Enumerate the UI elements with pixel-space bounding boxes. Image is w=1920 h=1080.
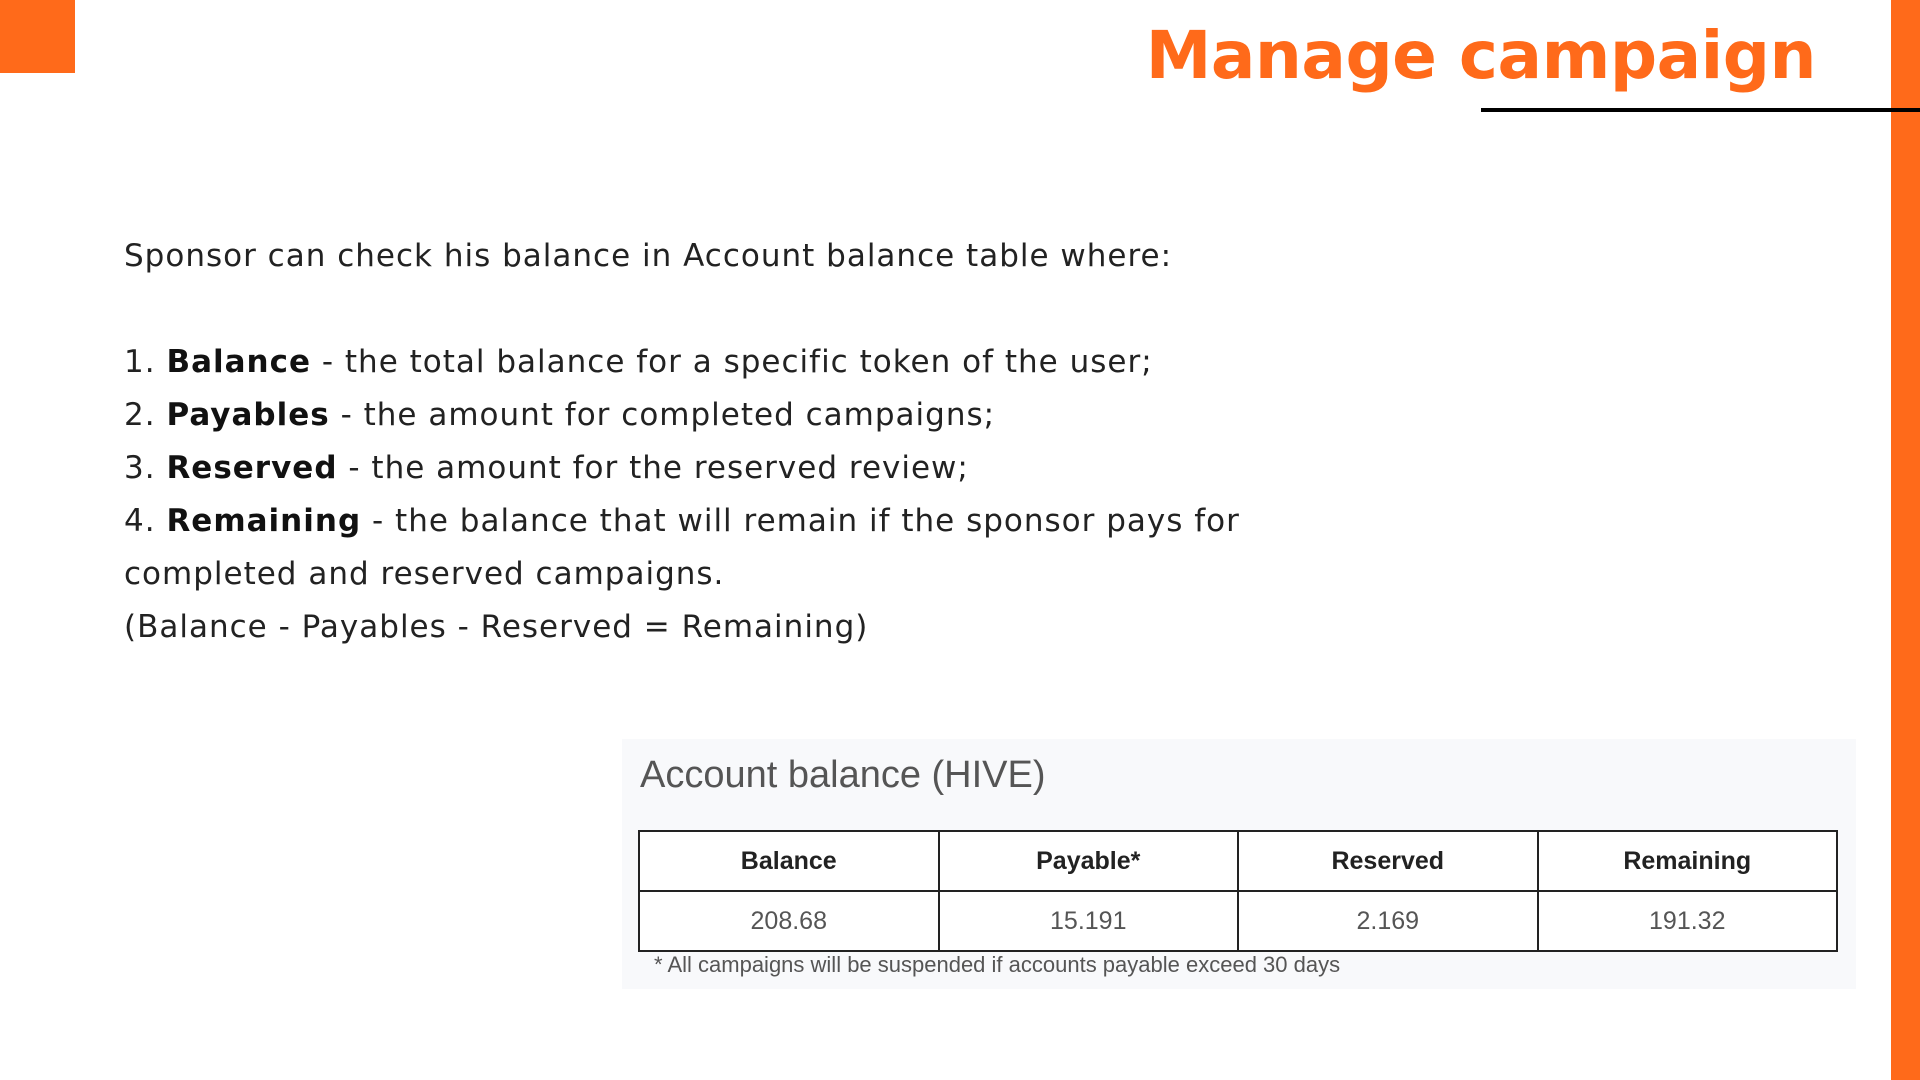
list-item — [124, 389, 1404, 442]
corner-accent-square — [0, 0, 75, 73]
item-description: - the amount for the reserved review; — [337, 450, 969, 486]
column-header-payable: Payable* — [939, 831, 1239, 891]
table-header-row — [639, 831, 1837, 891]
slide-title: Manage campaign — [1145, 17, 1816, 94]
item-description: - the total balance for a specific token of the user; — [311, 344, 1153, 380]
account-balance-table — [638, 830, 1838, 952]
item-number: 4. — [124, 503, 167, 539]
item-description: - the balance that will remain if the sponsor pays for — [361, 503, 1240, 539]
title-underline — [1481, 108, 1920, 112]
formula-text: (Balance - Payables - Reserved = Remaining) — [124, 609, 869, 645]
item-number: 1. — [124, 344, 167, 380]
item-number: 3. — [124, 450, 167, 486]
list-item — [124, 336, 1404, 389]
table-row — [639, 891, 1837, 951]
account-balance-panel — [622, 739, 1856, 989]
paragraph-spacer — [124, 283, 1404, 336]
remaining-value: 191.32 — [1538, 891, 1838, 951]
item-term: Balance — [166, 344, 311, 380]
account-balance-title: Account balance (HIVE) — [640, 754, 1046, 796]
description-text — [124, 230, 1404, 654]
column-header-balance: Balance — [639, 831, 939, 891]
item-term: Remaining — [166, 503, 362, 539]
reserved-value: 2.169 — [1238, 891, 1538, 951]
item-number: 2. — [124, 397, 167, 433]
item-term: Reserved — [166, 450, 338, 486]
intro-text: Sponsor can check his balance in Account balance table where: — [124, 238, 1173, 274]
list-item — [124, 442, 1404, 495]
balance-value: 208.68 — [639, 891, 939, 951]
column-header-remaining: Remaining — [1538, 831, 1838, 891]
payable-value: 15.191 — [939, 891, 1239, 951]
item-description: - the amount for completed campaigns; — [329, 397, 996, 433]
item-term: Payables — [166, 397, 330, 433]
list-item — [124, 495, 1404, 548]
continuation-text: completed and reserved campaigns. — [124, 556, 725, 592]
table-footnote: * All campaigns will be suspended if accounts payable exceed 30 days — [654, 952, 1341, 977]
column-header-reserved: Reserved — [1238, 831, 1538, 891]
right-accent-bar — [1891, 0, 1920, 1080]
